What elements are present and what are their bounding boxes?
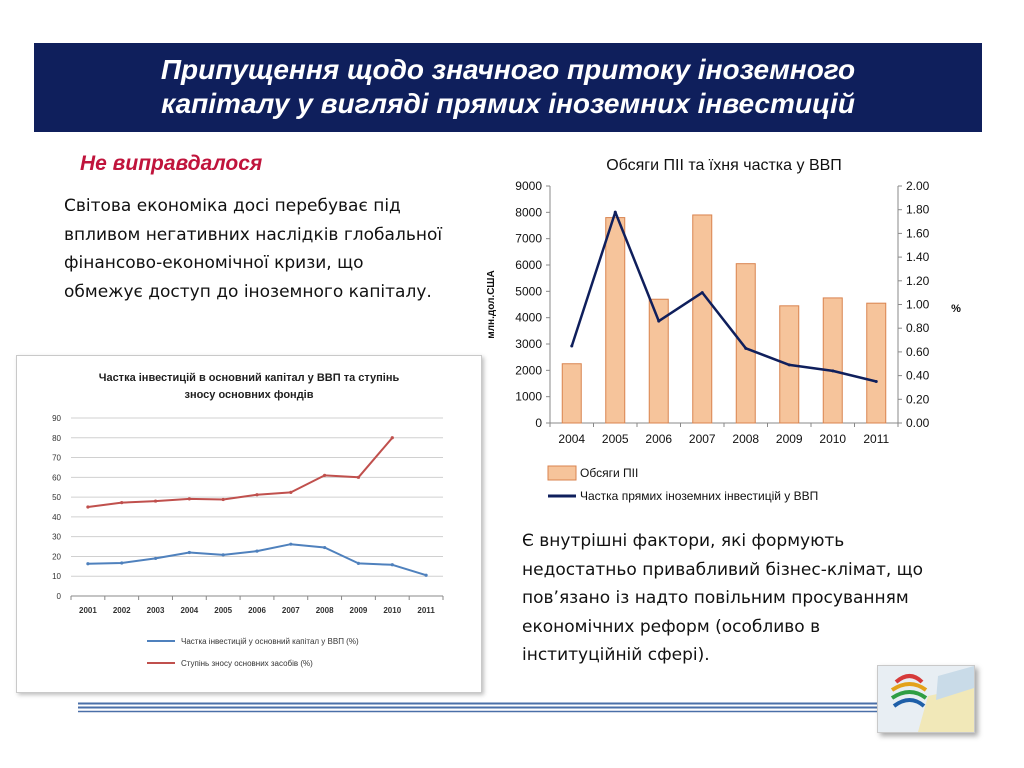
left-series-2-point: [188, 497, 191, 500]
left-series-2-point: [323, 474, 326, 477]
fdi-share-point: [570, 344, 573, 347]
fdi-volume-bar: [736, 264, 755, 423]
right-y-tick-label: 9000: [515, 179, 542, 193]
right-y2-tick-label: 0.00: [906, 416, 930, 430]
left-series-2-point: [357, 476, 360, 479]
right-x-tick-label: 2007: [688, 432, 716, 446]
left-x-tick-label: 2009: [349, 606, 368, 615]
wto-logo-image: [877, 665, 975, 733]
right-y2-tick-label: 1.20: [906, 273, 930, 288]
investment-share-chart-svg: [17, 356, 481, 692]
right-x-tick-label: 2006: [645, 432, 673, 446]
right-x-tick-label: 2004: [558, 432, 586, 446]
paragraph-global-economy: Світова економіка досі перебуває під впливом негативних наслідків глобальної фінансово-економічної кризи, що обмежує доступ до іноземного капіталу.: [64, 196, 443, 302]
right-y-axis-label: млн.дол.США: [486, 270, 497, 339]
left-x-tick-label: 2001: [79, 606, 97, 615]
left-series-2-point: [86, 505, 89, 508]
left-chart-title-line-1: Частка інвестицій в основний капітал у ВВП та ступінь: [98, 372, 400, 384]
left-y-tick-label: 10: [52, 572, 61, 582]
right-y2-tick-label: 1.60: [906, 226, 930, 241]
fdi-share-point: [657, 320, 660, 323]
fdi-volume-bar: [867, 303, 886, 423]
right-y-tick-label: 0: [535, 416, 542, 430]
fdi-chart-svg: [478, 146, 998, 516]
right-y-tick-label: 3000: [515, 337, 542, 351]
left-y-tick-label: 70: [52, 453, 61, 463]
right-y2-axis-label: %: [951, 303, 961, 315]
subtitle: Не виправдалося: [80, 152, 263, 175]
right-y-tick-label: 4000: [515, 310, 542, 325]
left-series-2-point: [120, 501, 123, 504]
left-series-1-point: [86, 562, 89, 565]
left-series-1-point: [255, 550, 258, 553]
right-legend-swatch-bar: [548, 466, 576, 480]
right-x-tick-label: 2009: [775, 432, 803, 446]
left-y-tick-label: 90: [52, 414, 61, 423]
right-y2-tick-label: 0.20: [906, 392, 930, 407]
left-x-tick-label: 2008: [315, 606, 334, 615]
right-y-tick-label: 7000: [515, 231, 542, 246]
left-series-2-point: [391, 436, 394, 439]
left-x-tick-label: 2006: [248, 606, 266, 615]
left-y-tick-label: 80: [52, 433, 61, 443]
left-series-1-point: [424, 574, 427, 577]
right-y2-tick-label: 1.80: [906, 202, 930, 217]
right-y2-tick-label: 1.40: [906, 250, 930, 265]
left-x-tick-label: 2010: [383, 606, 402, 615]
left-series-line-1: [88, 544, 426, 575]
page-title: [34, 53, 982, 121]
right-y2-tick-label: 0.40: [906, 368, 930, 383]
right-x-tick-label: 2005: [601, 432, 629, 446]
title-banner: [34, 43, 982, 132]
right-legend-label-bar: Обсяги ПІІ: [580, 466, 639, 480]
paragraph-internal-factors: Є внутрішні фактори, які формують недостатньо привабливий бізнес-клімат, що пов’язано із надто повільним просуванням економічних реформ (особливо в інституційній сфері).: [522, 531, 924, 665]
left-y-tick-label: 50: [52, 493, 61, 503]
footer-divider: [78, 702, 878, 714]
left-x-tick-label: 2007: [281, 606, 300, 615]
fdi-volume-bar: [823, 298, 842, 423]
right-y-tick-label: 5000: [515, 284, 542, 299]
left-series-1-point: [154, 557, 157, 560]
fdi-share-point: [875, 380, 878, 383]
investment-share-chart: [16, 355, 482, 693]
fdi-share-point: [788, 363, 791, 366]
right-legend-label-line: Частка прямих іноземних інвестицій у ВВП: [580, 489, 819, 503]
left-chart-title-line-2: зносу основних фондів: [184, 389, 314, 401]
right-y-tick-label: 2000: [515, 363, 542, 378]
right-y2-tick-label: 0.60: [906, 344, 930, 359]
right-y-tick-label: 6000: [515, 258, 542, 272]
right-y-tick-label: 8000: [515, 205, 542, 220]
left-legend-label-1: Частка інвестицій у основний капітал у ВВП (%): [181, 637, 359, 646]
left-series-1-point: [188, 551, 191, 554]
left-x-tick-label: 2004: [180, 606, 199, 615]
left-y-tick-label: 60: [52, 473, 61, 483]
fdi-volume-bar: [693, 215, 712, 423]
right-y2-tick-label: 0.80: [906, 321, 930, 336]
right-y-tick-label: 1000: [515, 389, 542, 404]
fdi-share-point: [744, 347, 747, 350]
left-series-2-point: [255, 493, 258, 496]
left-y-tick-label: 30: [52, 532, 61, 542]
right-chart-title: Обсяги ПІІ та їхня частка у ВВП: [606, 157, 842, 174]
right-y2-tick-label: 1.00: [906, 297, 930, 312]
right-x-tick-label: 2011: [863, 432, 890, 446]
fdi-chart: [478, 146, 998, 516]
left-x-tick-label: 2003: [146, 606, 165, 615]
right-x-tick-label: 2010: [819, 432, 847, 446]
left-series-1-point: [323, 546, 326, 549]
left-series-1-point: [222, 553, 225, 556]
title-line-1: Припущення щодо значного притоку іноземного: [160, 54, 856, 85]
left-series-2-point: [289, 491, 292, 494]
left-x-tick-label: 2011: [417, 606, 435, 615]
left-legend-label-2: Ступінь зносу основних засобів (%): [181, 659, 313, 668]
fdi-share-point: [831, 369, 834, 372]
left-series-1-point: [289, 543, 292, 546]
fdi-volume-bar: [606, 218, 625, 423]
left-series-1-point: [120, 561, 123, 564]
title-line-2: капіталу у вигляді прямих іноземних інвестицій: [161, 88, 855, 119]
fdi-volume-bar: [562, 364, 581, 423]
left-series-1-point: [391, 563, 394, 566]
left-y-tick-label: 20: [52, 552, 61, 562]
left-y-tick-label: 40: [52, 512, 61, 522]
left-series-2-point: [222, 498, 225, 501]
left-series-2-point: [154, 499, 157, 502]
left-x-tick-label: 2002: [112, 606, 131, 615]
left-series-1-point: [357, 562, 360, 565]
right-x-tick-label: 2008: [732, 432, 760, 446]
wto-logo-icon: [878, 666, 974, 732]
left-x-tick-label: 2005: [214, 606, 233, 615]
fdi-share-point: [701, 291, 704, 294]
left-y-tick-label: 0: [56, 592, 61, 601]
right-y2-tick-label: 2.00: [906, 179, 930, 193]
fdi-share-point: [614, 211, 617, 214]
